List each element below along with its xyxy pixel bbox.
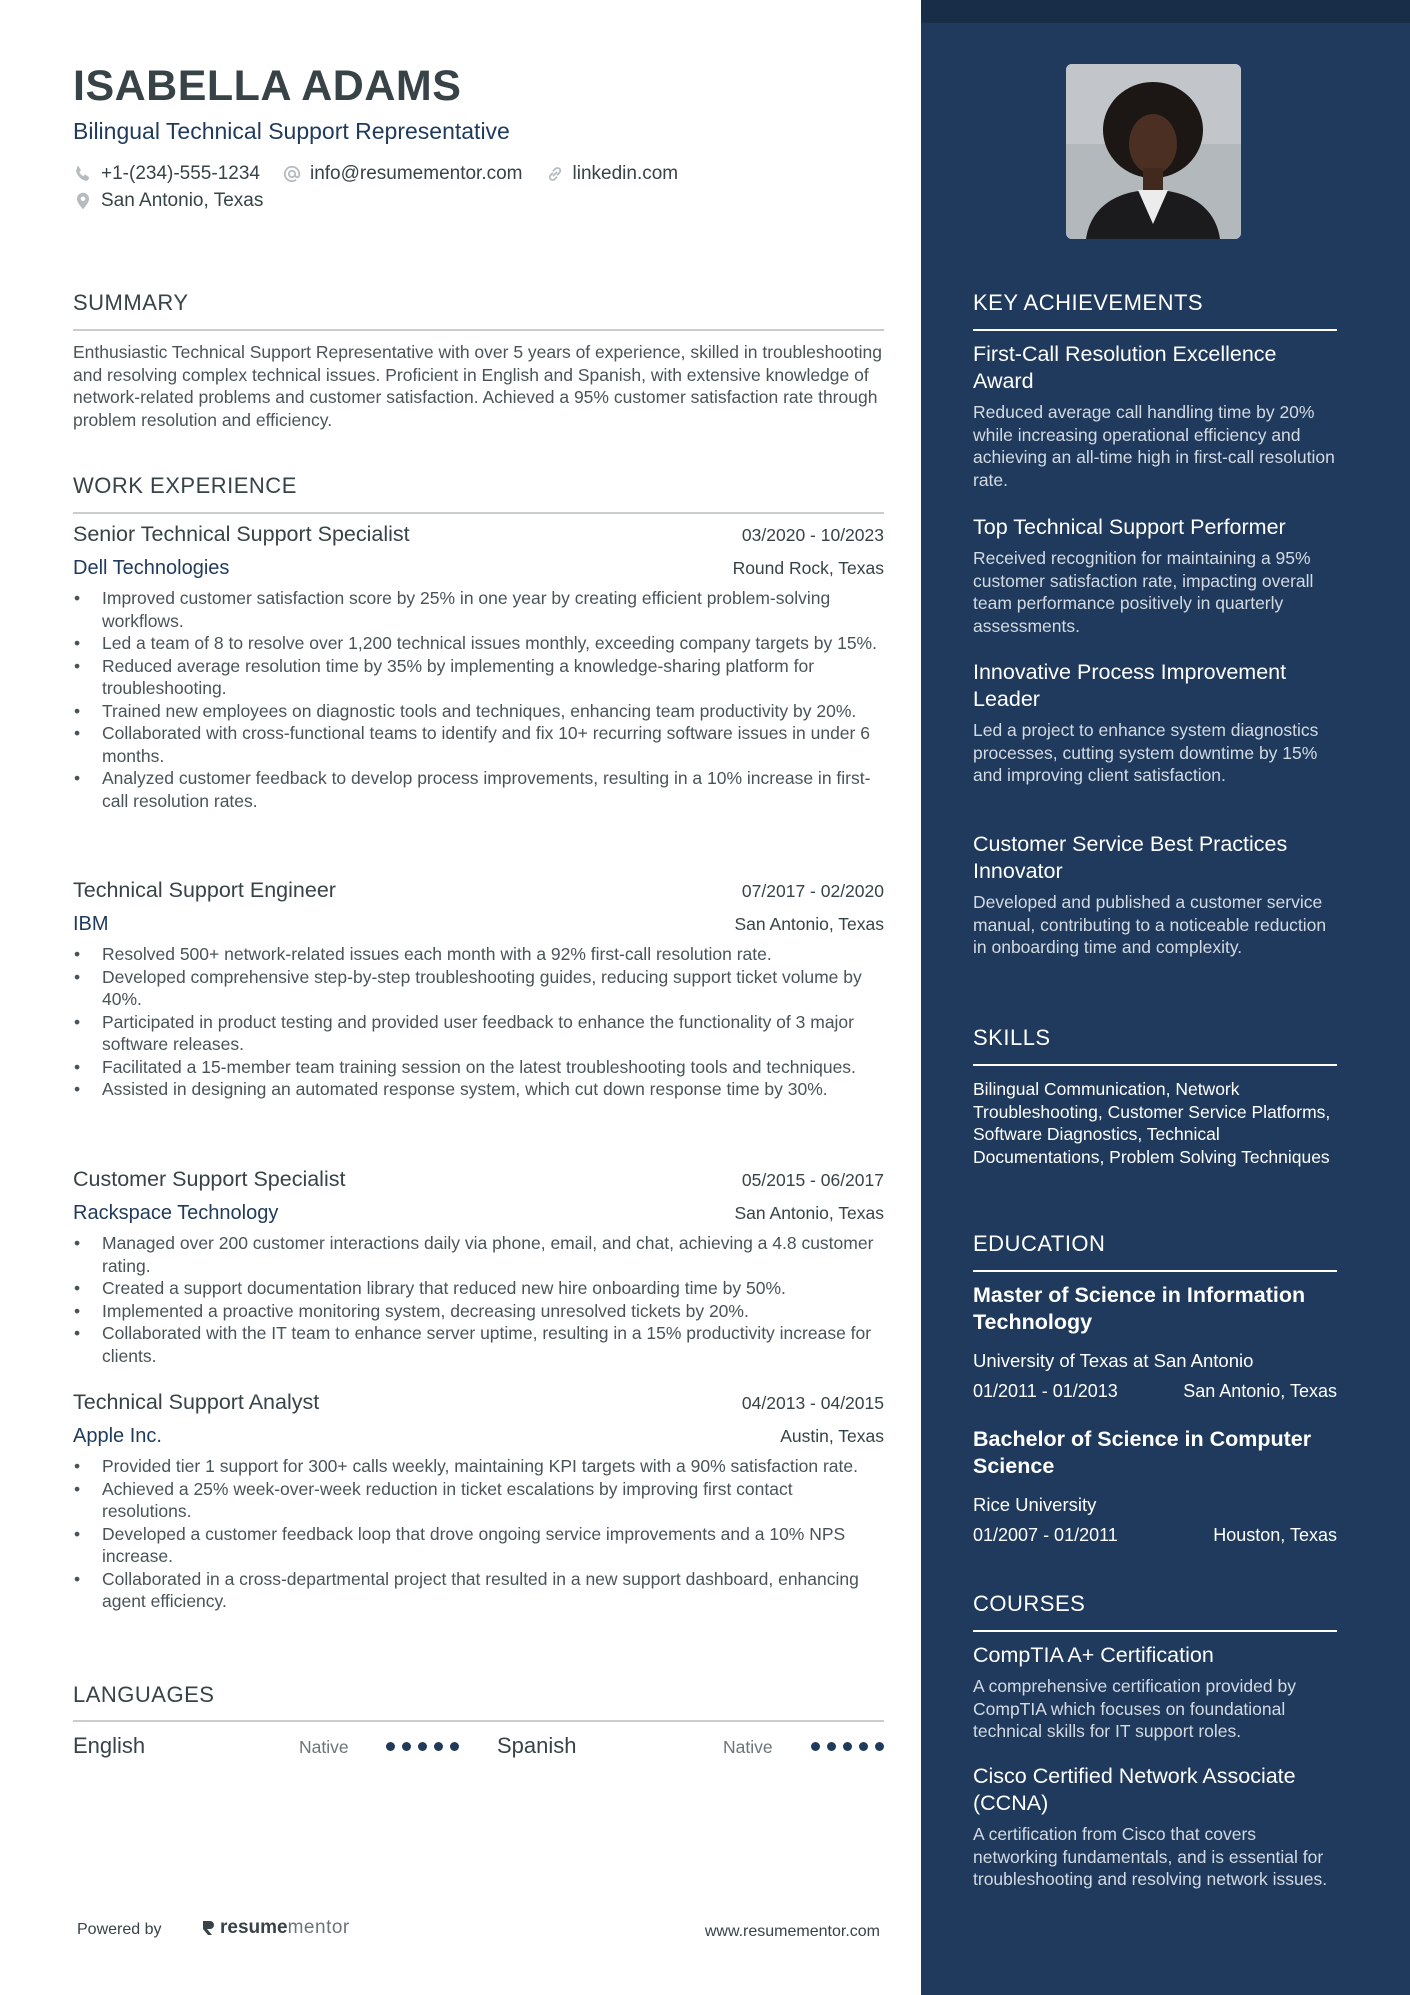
candidate-name: ISABELLA ADAMS	[73, 62, 462, 110]
job-bullet: • Achieved a 25% week-over-week reduction in ticket escalations by improving first contact resolutions.	[73, 1478, 884, 1523]
job-dates: 07/2017 - 02/2020	[741, 881, 884, 901]
summary-divider	[73, 329, 884, 331]
summary-text: Enthusiastic Technical Support Representative with over 5 years of experience, skilled in troubleshooting and resolving complex technical issues. Proficient in English and Spanish, with extensive knowledge of network-related problems and customer satisfaction. Achieved a 95% customer satisfaction rate through problem resolution and efficiency.	[73, 342, 883, 430]
job-bullet: • Created a support documentation library that reduced new hire onboarding time by 50%.	[73, 1277, 884, 1300]
job-bullet: • Assisted in designing an automated response system, which cut down response time by 30%.	[73, 1078, 884, 1101]
education-item	[973, 1282, 1337, 1404]
contact-email[interactable]	[282, 163, 523, 185]
linkedin-text: linkedin.com	[572, 162, 679, 184]
job-bullets	[73, 587, 884, 812]
achievement-desc: Reduced average call handling time by 20% while increasing operational efficiency and achieving an all-time high in first-call resolution rate.	[973, 402, 1335, 490]
skills-text: Bilingual Communication, Network Troubleshooting, Customer Service Platforms, Software Diagnostics, Technical Documentations, Problem Solving Techniques	[973, 1079, 1331, 1167]
job-location: Round Rock, Texas	[732, 558, 884, 578]
job-entry	[73, 878, 884, 1101]
rating-dot	[811, 1742, 820, 1751]
achievement-title: Customer Service Best Practices Innovator	[973, 832, 1288, 883]
education-school: University of Texas at San Antonio	[973, 1350, 1254, 1371]
profile-photo-illustration	[1066, 64, 1241, 239]
education-heading: EDUCATION	[973, 1231, 1106, 1256]
rating-dot	[402, 1742, 411, 1751]
courses-heading: COURSES	[973, 1591, 1086, 1616]
job-bullets	[73, 1232, 884, 1367]
summary-heading: SUMMARY	[73, 290, 189, 315]
job-company: Dell Technologies	[73, 557, 230, 579]
job-bullet: • Analyzed customer feedback to develop process improvements, resulting in a 10% increase in first-call resolution rates.	[73, 767, 884, 812]
education-dates: 01/2007 - 01/2011	[973, 1525, 1118, 1545]
language-level: Native	[299, 1737, 349, 1757]
rating-dot	[843, 1742, 852, 1751]
languages-heading: LANGUAGES	[73, 1682, 215, 1707]
job-bullet: • Provided tier 1 support for 300+ calls weekly, maintaining KPI targets with a 90% satisfaction rate.	[73, 1455, 884, 1478]
skills-heading: SKILLS	[973, 1025, 1051, 1050]
courses-divider	[973, 1630, 1337, 1632]
education-divider	[973, 1270, 1337, 1272]
link-icon	[545, 164, 565, 184]
profile-photo	[1066, 64, 1241, 239]
job-bullet: • Reduced average resolution time by 35% by implementing a knowledge-sharing platform for troubleshooting.	[73, 655, 884, 700]
job-company: Apple Inc.	[73, 1425, 162, 1447]
job-role: Technical Support Engineer	[73, 878, 336, 902]
resumementor-logo[interactable]	[200, 1917, 350, 1939]
at-icon	[282, 164, 302, 184]
job-bullets	[73, 1455, 884, 1613]
education-location: Houston, Texas	[1213, 1525, 1337, 1545]
rating-dot	[859, 1742, 868, 1751]
education-degree: Master of Science in Information Technology	[973, 1283, 1306, 1334]
job-bullet: • Collaborated with cross-functional teams to identify and fix 10+ recurring software issues in under 6 months.	[73, 722, 884, 767]
contact-phone[interactable]	[73, 163, 260, 185]
email-text: info@resumementor.com	[309, 162, 523, 184]
course-item	[973, 1642, 1337, 1743]
achievement-item	[973, 514, 1337, 637]
course-title: CompTIA A+ Certification	[973, 1643, 1214, 1667]
language-rating	[811, 1742, 891, 1751]
achievement-title: First-Call Resolution Excellence Award	[973, 342, 1277, 393]
resumementor-logo-icon	[200, 1919, 216, 1937]
achievement-title: Innovative Process Improvement Leader	[973, 660, 1287, 711]
achievement-item	[973, 831, 1337, 959]
job-role: Customer Support Specialist	[73, 1167, 346, 1191]
job-location: San Antonio, Texas	[734, 1203, 884, 1223]
rating-dot	[450, 1742, 459, 1751]
experience-heading: WORK EXPERIENCE	[73, 473, 297, 498]
phone-icon	[73, 164, 93, 184]
candidate-title: Bilingual Technical Support Representative	[73, 118, 510, 144]
job-bullet: • Participated in product testing and provided user feedback to enhance the functionality of 3 major software releases.	[73, 1011, 884, 1056]
powered-by-label: Powered by	[77, 1921, 162, 1938]
contact-linkedin[interactable]	[545, 163, 679, 185]
course-title: Cisco Certified Network Associate (CCNA)	[973, 1764, 1296, 1815]
job-bullet: • Facilitated a 15-member team training session on the latest troubleshooting tools and techniques.	[73, 1056, 884, 1079]
contact-info	[73, 160, 893, 214]
education-location: San Antonio, Texas	[1183, 1381, 1337, 1401]
contact-location	[73, 190, 263, 212]
education-degree: Bachelor of Science in Computer Science	[973, 1427, 1312, 1478]
skills-divider	[973, 1064, 1337, 1066]
rating-dot	[827, 1742, 836, 1751]
rating-dot	[418, 1742, 427, 1751]
achievement-item	[973, 659, 1337, 787]
job-bullet: • Collaborated in a cross-departmental project that resulted in a new support dashboard, enhancing agent efficiency.	[73, 1568, 884, 1613]
job-bullet: • Developed a customer feedback loop that drove ongoing service improvements and a 10% NPS increase.	[73, 1523, 884, 1568]
education-item	[973, 1426, 1337, 1548]
brand-name-light: mentor	[287, 1917, 350, 1938]
job-location: Austin, Texas	[780, 1426, 884, 1446]
job-bullet: • Resolved 500+ network-related issues each month with a 92% first-call resolution rate.	[73, 943, 884, 966]
achievements-heading: KEY ACHIEVEMENTS	[973, 290, 1204, 315]
brand-name-bold: resume	[220, 1917, 288, 1938]
language-level: Native	[723, 1737, 773, 1757]
rating-dot	[434, 1742, 443, 1751]
education-dates: 01/2011 - 01/2013	[973, 1381, 1118, 1401]
footer-website-link[interactable]: www.resumementor.com	[704, 1923, 880, 1940]
course-desc: A comprehensive certification provided by CompTIA which focuses on foundational technical skills for IT support roles.	[973, 1676, 1296, 1741]
job-entry	[73, 522, 884, 812]
experience-divider	[73, 512, 884, 514]
achievement-item	[973, 341, 1337, 491]
job-role: Senior Technical Support Specialist	[73, 522, 410, 546]
course-desc: A certification from Cisco that covers networking fundamentals, and is essential for troubleshooting and resolving network issues.	[973, 1824, 1328, 1889]
achievement-desc: Developed and published a customer service manual, contributing to a noticeable reduction in onboarding time and complexity.	[973, 892, 1327, 957]
language-name: Spanish	[497, 1733, 577, 1758]
rating-dot	[386, 1742, 395, 1751]
phone-text: +1-(234)-555-1234	[101, 162, 260, 184]
languages-list	[73, 1733, 884, 1763]
job-dates: 04/2013 - 04/2015	[741, 1393, 884, 1413]
footer	[77, 1917, 880, 1947]
job-bullet: • Trained new employees on diagnostic tools and techniques, enhancing team productivity by 20%.	[73, 700, 884, 723]
language-rating	[386, 1742, 466, 1751]
languages-divider	[73, 1720, 884, 1722]
job-dates: 03/2020 - 10/2023	[741, 525, 884, 545]
achievement-desc: Led a project to enhance system diagnostics processes, cutting system downtime by 15% and improving client satisfaction.	[973, 720, 1319, 785]
job-bullet: • Managed over 200 customer interactions daily via phone, email, and chat, achieving a 4.8 customer rating.	[73, 1232, 884, 1277]
job-location: San Antonio, Texas	[734, 914, 884, 934]
location-text: San Antonio, Texas	[101, 189, 264, 211]
sidebar-top-bar	[921, 0, 1410, 23]
sidebar	[921, 0, 1410, 1995]
job-bullet: • Led a team of 8 to resolve over 1,200 technical issues monthly, exceeding company targets by 15%.	[73, 632, 884, 655]
job-entry	[73, 1167, 884, 1367]
rating-dot	[875, 1742, 884, 1751]
achievements-divider	[973, 329, 1337, 331]
course-item	[973, 1763, 1337, 1891]
job-bullet: • Collaborated with the IT team to enhance server uptime, resulting in a 15% productivity increase for clients.	[73, 1322, 884, 1367]
language-name: English	[73, 1733, 146, 1758]
location-pin-icon	[73, 191, 93, 211]
job-company: IBM	[73, 913, 109, 935]
job-bullet: • Developed comprehensive step-by-step troubleshooting guides, reducing support ticket volume by 40%.	[73, 966, 884, 1011]
education-school: Rice University	[973, 1494, 1097, 1515]
job-entry	[73, 1390, 884, 1613]
job-role: Technical Support Analyst	[73, 1390, 320, 1414]
achievement-title: Top Technical Support Performer	[973, 515, 1286, 539]
job-bullets	[73, 943, 884, 1101]
job-dates: 05/2015 - 06/2017	[741, 1170, 884, 1190]
achievement-desc: Received recognition for maintaining a 95% customer satisfaction rate, impacting overall team performance positively in quarterly assessments.	[973, 548, 1314, 636]
job-bullet: • Improved customer satisfaction score by 25% in one year by creating efficient problem-solving workflows.	[73, 587, 884, 632]
job-bullet: • Implemented a proactive monitoring system, decreasing unresolved tickets by 20%.	[73, 1300, 884, 1323]
job-company: Rackspace Technology	[73, 1202, 279, 1224]
